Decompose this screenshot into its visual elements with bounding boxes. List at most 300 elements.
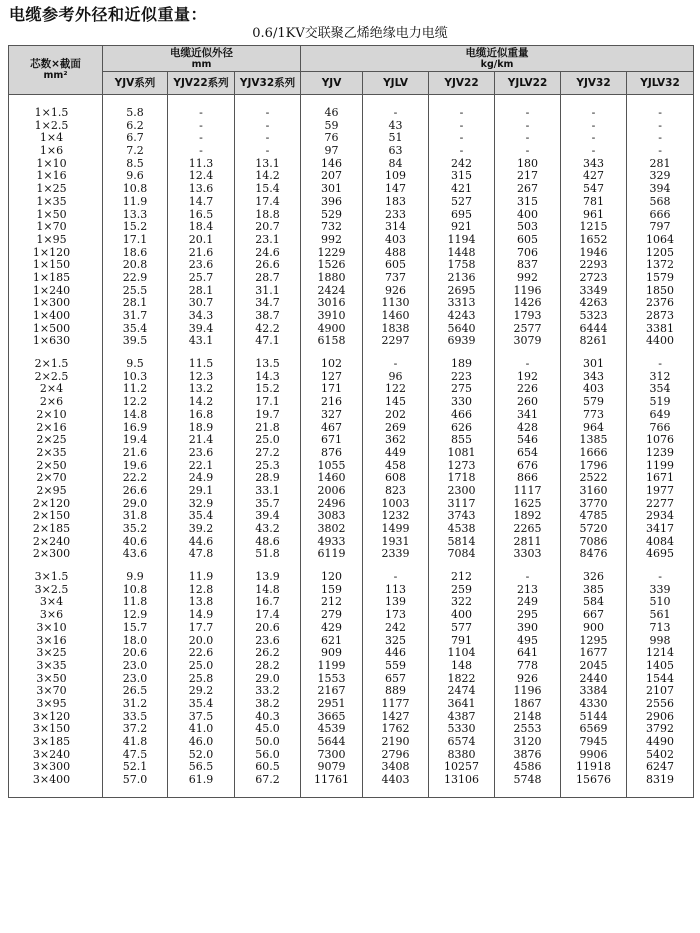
value-cell: 3384 bbox=[561, 685, 627, 698]
value-cell: 259 bbox=[429, 584, 495, 597]
value-cell: 519 bbox=[627, 396, 694, 409]
table-row bbox=[9, 132, 694, 145]
value-cell: 52.1 bbox=[103, 761, 168, 774]
value-cell: - bbox=[561, 145, 627, 158]
cable-size-cell: 1×4 bbox=[9, 132, 103, 145]
value-cell: 38.7 bbox=[235, 310, 301, 323]
value-cell: 43.1 bbox=[168, 335, 235, 348]
cable-size-cell: 2×1.5 bbox=[9, 358, 103, 371]
value-cell: 59 bbox=[301, 120, 363, 133]
value-cell: - bbox=[627, 571, 694, 584]
value-cell: 84 bbox=[363, 158, 429, 171]
table-row bbox=[9, 774, 694, 787]
cable-size-cell: 2×70 bbox=[9, 472, 103, 485]
value-cell: 20.1 bbox=[168, 234, 235, 247]
value-cell: 23.6 bbox=[168, 447, 235, 460]
value-cell: 23.0 bbox=[103, 673, 168, 686]
value-cell: 18.0 bbox=[103, 635, 168, 648]
value-cell: - bbox=[495, 571, 561, 584]
value-cell: 3083 bbox=[301, 510, 363, 523]
value-cell: 6444 bbox=[561, 323, 627, 336]
value-cell: 3160 bbox=[561, 485, 627, 498]
value-cell: 527 bbox=[429, 196, 495, 209]
cable-size-cell: 2×2.5 bbox=[9, 371, 103, 384]
value-cell: 4243 bbox=[429, 310, 495, 323]
value-cell: 34.7 bbox=[235, 297, 301, 310]
value-cell: 45.0 bbox=[235, 723, 301, 736]
cable-size-cell: 2×6 bbox=[9, 396, 103, 409]
value-cell: 223 bbox=[429, 371, 495, 384]
value-cell: 301 bbox=[301, 183, 363, 196]
value-cell: 1553 bbox=[301, 673, 363, 686]
value-cell: 23.6 bbox=[235, 635, 301, 648]
value-cell: 1796 bbox=[561, 460, 627, 473]
value-cell: 28.1 bbox=[103, 297, 168, 310]
value-cell: 385 bbox=[561, 584, 627, 597]
table-row bbox=[9, 571, 694, 584]
cable-size-cell: 2×150 bbox=[9, 510, 103, 523]
value-cell: 56.0 bbox=[235, 749, 301, 762]
value-cell: 120 bbox=[301, 571, 363, 584]
value-cell: 1867 bbox=[495, 698, 561, 711]
value-cell: 31.1 bbox=[235, 285, 301, 298]
value-cell: 14.7 bbox=[168, 196, 235, 209]
value-cell: 25.3 bbox=[235, 460, 301, 473]
value-cell: - bbox=[429, 145, 495, 158]
value-cell: - bbox=[561, 132, 627, 145]
value-cell: 148 bbox=[429, 660, 495, 673]
value-cell: 2556 bbox=[627, 698, 694, 711]
value-cell: 35.7 bbox=[235, 498, 301, 511]
value-cell: 97 bbox=[301, 145, 363, 158]
value-cell: 1718 bbox=[429, 472, 495, 485]
value-cell: 855 bbox=[429, 434, 495, 447]
table-header bbox=[9, 46, 694, 95]
table-row bbox=[9, 523, 694, 536]
value-cell: 2906 bbox=[627, 711, 694, 724]
value-cell: 403 bbox=[363, 234, 429, 247]
value-cell: 695 bbox=[429, 209, 495, 222]
cable-size-cell: 1×150 bbox=[9, 259, 103, 272]
col-header-yjv32: YJV32 bbox=[561, 72, 627, 95]
value-cell: 29.0 bbox=[235, 673, 301, 686]
value-cell: 15676 bbox=[561, 774, 627, 787]
value-cell: 3313 bbox=[429, 297, 495, 310]
value-cell: 1822 bbox=[429, 673, 495, 686]
value-cell: 46 bbox=[301, 107, 363, 120]
value-cell: 35.4 bbox=[103, 323, 168, 336]
cable-size-cell: 3×4 bbox=[9, 596, 103, 609]
value-cell: 27.2 bbox=[235, 447, 301, 460]
value-cell: 51 bbox=[363, 132, 429, 145]
table-body bbox=[9, 95, 694, 798]
value-cell: - bbox=[627, 358, 694, 371]
value-cell: 1081 bbox=[429, 447, 495, 460]
value-cell: 19.4 bbox=[103, 434, 168, 447]
value-cell: 921 bbox=[429, 221, 495, 234]
value-cell: 12.4 bbox=[168, 170, 235, 183]
value-cell: 1892 bbox=[495, 510, 561, 523]
value-cell: 29.0 bbox=[103, 498, 168, 511]
value-cell: 13.5 bbox=[235, 358, 301, 371]
value-cell: 1372 bbox=[627, 259, 694, 272]
value-cell: 3665 bbox=[301, 711, 363, 724]
value-cell: 40.3 bbox=[235, 711, 301, 724]
value-cell: 96 bbox=[363, 371, 429, 384]
value-cell: 4263 bbox=[561, 297, 627, 310]
value-cell: 3120 bbox=[495, 736, 561, 749]
value-cell: 269 bbox=[363, 422, 429, 435]
value-cell: 28.1 bbox=[168, 285, 235, 298]
value-cell: 20.7 bbox=[235, 221, 301, 234]
value-cell: 429 bbox=[301, 622, 363, 635]
value-cell: 889 bbox=[363, 685, 429, 698]
value-cell: 31.8 bbox=[103, 510, 168, 523]
value-cell: 3079 bbox=[495, 335, 561, 348]
cable-size-cell: 3×25 bbox=[9, 647, 103, 660]
value-cell: 14.9 bbox=[168, 609, 235, 622]
value-cell: 18.4 bbox=[168, 221, 235, 234]
value-cell: 2339 bbox=[363, 548, 429, 561]
table-row bbox=[9, 358, 694, 371]
value-cell: 32.9 bbox=[168, 498, 235, 511]
value-cell: - bbox=[168, 120, 235, 133]
col-header-yjlv22: YJLV22 bbox=[495, 72, 561, 95]
value-cell: 207 bbox=[301, 170, 363, 183]
value-cell: 24.6 bbox=[235, 247, 301, 260]
value-cell: 2440 bbox=[561, 673, 627, 686]
value-cell: 6119 bbox=[301, 548, 363, 561]
value-cell: 2277 bbox=[627, 498, 694, 511]
value-cell: 6.7 bbox=[103, 132, 168, 145]
value-cell: 18.9 bbox=[168, 422, 235, 435]
value-cell: 33.1 bbox=[235, 485, 301, 498]
value-cell: 5144 bbox=[561, 711, 627, 724]
value-cell: 866 bbox=[495, 472, 561, 485]
value-cell: 180 bbox=[495, 158, 561, 171]
value-cell: 4538 bbox=[429, 523, 495, 536]
value-cell: 4403 bbox=[363, 774, 429, 787]
cable-size-cell: 1×10 bbox=[9, 158, 103, 171]
value-cell: 33.2 bbox=[235, 685, 301, 698]
value-cell: 641 bbox=[495, 647, 561, 660]
value-cell: 11918 bbox=[561, 761, 627, 774]
table-row bbox=[9, 234, 694, 247]
value-cell: 52.0 bbox=[168, 749, 235, 762]
value-cell: 2376 bbox=[627, 297, 694, 310]
value-cell: 39.2 bbox=[168, 523, 235, 536]
value-cell: 37.5 bbox=[168, 711, 235, 724]
value-cell: 145 bbox=[363, 396, 429, 409]
value-cell: 354 bbox=[627, 383, 694, 396]
value-cell: 1677 bbox=[561, 647, 627, 660]
value-cell: 584 bbox=[561, 596, 627, 609]
value-cell: 212 bbox=[429, 571, 495, 584]
value-cell: 24.9 bbox=[168, 472, 235, 485]
value-cell: - bbox=[235, 120, 301, 133]
value-cell: 428 bbox=[495, 422, 561, 435]
value-cell: 626 bbox=[429, 422, 495, 435]
value-cell: 1838 bbox=[363, 323, 429, 336]
value-cell: 2300 bbox=[429, 485, 495, 498]
value-cell: 326 bbox=[561, 571, 627, 584]
value-cell: 29.1 bbox=[168, 485, 235, 498]
value-cell: 242 bbox=[363, 622, 429, 635]
value-cell: 37.2 bbox=[103, 723, 168, 736]
value-cell: 56.5 bbox=[168, 761, 235, 774]
value-cell: 3016 bbox=[301, 297, 363, 310]
cable-size-cell: 1×1.5 bbox=[9, 107, 103, 120]
value-cell: 315 bbox=[429, 170, 495, 183]
value-cell: - bbox=[429, 107, 495, 120]
value-cell: 1625 bbox=[495, 498, 561, 511]
cable-size-cell: 2×25 bbox=[9, 434, 103, 447]
value-cell: 9906 bbox=[561, 749, 627, 762]
value-cell: 2293 bbox=[561, 259, 627, 272]
value-cell: 26.6 bbox=[235, 259, 301, 272]
value-cell: 28.2 bbox=[235, 660, 301, 673]
cable-size-cell: 2×50 bbox=[9, 460, 103, 473]
cable-size-cell: 1×35 bbox=[9, 196, 103, 209]
value-cell: 1499 bbox=[363, 523, 429, 536]
cable-size-cell: 3×70 bbox=[9, 685, 103, 698]
value-cell: 33.5 bbox=[103, 711, 168, 724]
value-cell: 14.8 bbox=[103, 409, 168, 422]
value-cell: 998 bbox=[627, 635, 694, 648]
value-cell: 4387 bbox=[429, 711, 495, 724]
value-cell: 249 bbox=[495, 596, 561, 609]
value-cell: - bbox=[429, 132, 495, 145]
table-row bbox=[9, 647, 694, 660]
table-row bbox=[9, 335, 694, 348]
value-cell: 1880 bbox=[301, 272, 363, 285]
value-cell: 11.8 bbox=[103, 596, 168, 609]
value-cell: 1215 bbox=[561, 221, 627, 234]
value-cell: 13.1 bbox=[235, 158, 301, 171]
value-cell: 23.0 bbox=[103, 660, 168, 673]
cable-size-cell: 3×2.5 bbox=[9, 584, 103, 597]
value-cell: 11761 bbox=[301, 774, 363, 787]
value-cell: 122 bbox=[363, 383, 429, 396]
value-cell: - bbox=[168, 145, 235, 158]
value-cell: 146 bbox=[301, 158, 363, 171]
value-cell: 671 bbox=[301, 434, 363, 447]
value-cell: 4933 bbox=[301, 536, 363, 549]
col-header-yjlv: YJLV bbox=[363, 72, 429, 95]
cable-size-cell: 2×185 bbox=[9, 523, 103, 536]
value-cell: 30.7 bbox=[168, 297, 235, 310]
outer-diameter-group-header bbox=[103, 46, 301, 72]
core-section-unit: mm² bbox=[43, 70, 68, 81]
value-cell: 667 bbox=[561, 609, 627, 622]
value-cell: 706 bbox=[495, 247, 561, 260]
value-cell: 1427 bbox=[363, 711, 429, 724]
value-cell: 9.6 bbox=[103, 170, 168, 183]
value-cell: 5814 bbox=[429, 536, 495, 549]
value-cell: - bbox=[627, 145, 694, 158]
value-cell: 503 bbox=[495, 221, 561, 234]
value-cell: 42.2 bbox=[235, 323, 301, 336]
value-cell: 25.7 bbox=[168, 272, 235, 285]
value-cell: 605 bbox=[495, 234, 561, 247]
value-cell: 2873 bbox=[627, 310, 694, 323]
value-cell: 16.8 bbox=[168, 409, 235, 422]
value-cell: 12.3 bbox=[168, 371, 235, 384]
cable-size-cell: 3×10 bbox=[9, 622, 103, 635]
value-cell: 577 bbox=[429, 622, 495, 635]
value-cell: 2796 bbox=[363, 749, 429, 762]
value-cell: 2006 bbox=[301, 485, 363, 498]
value-cell: 19.6 bbox=[103, 460, 168, 473]
value-cell: 18.6 bbox=[103, 247, 168, 260]
value-cell: 9.5 bbox=[103, 358, 168, 371]
value-cell: 8476 bbox=[561, 548, 627, 561]
value-cell: - bbox=[561, 107, 627, 120]
value-cell: 147 bbox=[363, 183, 429, 196]
value-cell: 28.7 bbox=[235, 272, 301, 285]
table-row bbox=[9, 396, 694, 409]
value-cell: 329 bbox=[627, 170, 694, 183]
value-cell: 25.5 bbox=[103, 285, 168, 298]
value-cell: 900 bbox=[561, 622, 627, 635]
cable-size-cell: 2×10 bbox=[9, 409, 103, 422]
value-cell: 8380 bbox=[429, 749, 495, 762]
value-cell: 2297 bbox=[363, 335, 429, 348]
table-row bbox=[9, 120, 694, 133]
value-cell: 992 bbox=[301, 234, 363, 247]
value-cell: 14.3 bbox=[235, 371, 301, 384]
table-row bbox=[9, 622, 694, 635]
table-row bbox=[9, 736, 694, 749]
value-cell: 43.6 bbox=[103, 548, 168, 561]
value-cell: 339 bbox=[627, 584, 694, 597]
cable-size-cell: 1×120 bbox=[9, 247, 103, 260]
value-cell: 202 bbox=[363, 409, 429, 422]
value-cell: 713 bbox=[627, 622, 694, 635]
value-cell: 47.1 bbox=[235, 335, 301, 348]
value-cell: 12.9 bbox=[103, 609, 168, 622]
weight-unit: kg/km bbox=[480, 58, 514, 70]
value-cell: 6569 bbox=[561, 723, 627, 736]
value-cell: 579 bbox=[561, 396, 627, 409]
table-row bbox=[9, 698, 694, 711]
value-cell: 876 bbox=[301, 447, 363, 460]
col-header-yjlv32: YJLV32 bbox=[627, 72, 694, 95]
value-cell: 13.8 bbox=[168, 596, 235, 609]
value-cell: 7086 bbox=[561, 536, 627, 549]
col-header-yjv22: YJV22 bbox=[429, 72, 495, 95]
value-cell: 4586 bbox=[495, 761, 561, 774]
value-cell: 1076 bbox=[627, 434, 694, 447]
value-cell: 212 bbox=[301, 596, 363, 609]
value-cell: 173 bbox=[363, 609, 429, 622]
value-cell: 5.8 bbox=[103, 107, 168, 120]
value-cell: 29.2 bbox=[168, 685, 235, 698]
value-cell: 279 bbox=[301, 609, 363, 622]
value-cell: 13.2 bbox=[168, 383, 235, 396]
value-cell: 5323 bbox=[561, 310, 627, 323]
value-cell: 60.5 bbox=[235, 761, 301, 774]
value-cell: 2577 bbox=[495, 323, 561, 336]
value-cell: 51.8 bbox=[235, 548, 301, 561]
value-cell: 13.3 bbox=[103, 209, 168, 222]
value-cell: 1177 bbox=[363, 698, 429, 711]
value-cell: 605 bbox=[363, 259, 429, 272]
cable-size-cell: 3×1.5 bbox=[9, 571, 103, 584]
value-cell: 5748 bbox=[495, 774, 561, 787]
value-cell: 109 bbox=[363, 170, 429, 183]
value-cell: - bbox=[363, 571, 429, 584]
value-cell: 1652 bbox=[561, 234, 627, 247]
cable-size-cell: 3×16 bbox=[9, 635, 103, 648]
value-cell: 778 bbox=[495, 660, 561, 673]
value-cell: 57.0 bbox=[103, 774, 168, 787]
cable-size-cell: 3×300 bbox=[9, 761, 103, 774]
value-cell: 1460 bbox=[301, 472, 363, 485]
table-row bbox=[9, 660, 694, 673]
value-cell: 47.5 bbox=[103, 749, 168, 762]
value-cell: 1544 bbox=[627, 673, 694, 686]
value-cell: 12.2 bbox=[103, 396, 168, 409]
value-cell: 41.0 bbox=[168, 723, 235, 736]
value-cell: 34.3 bbox=[168, 310, 235, 323]
value-cell: 2265 bbox=[495, 523, 561, 536]
cable-size-cell: 1×50 bbox=[9, 209, 103, 222]
value-cell: 1758 bbox=[429, 259, 495, 272]
value-cell: 4539 bbox=[301, 723, 363, 736]
value-cell: 16.9 bbox=[103, 422, 168, 435]
value-cell: 427 bbox=[561, 170, 627, 183]
value-cell: 797 bbox=[627, 221, 694, 234]
value-cell: 26.5 bbox=[103, 685, 168, 698]
value-cell: 6939 bbox=[429, 335, 495, 348]
value-cell: 21.8 bbox=[235, 422, 301, 435]
value-cell: 3802 bbox=[301, 523, 363, 536]
value-cell: 8.5 bbox=[103, 158, 168, 171]
value-cell: 654 bbox=[495, 447, 561, 460]
cable-spec-table bbox=[8, 45, 694, 798]
value-cell: 17.1 bbox=[235, 396, 301, 409]
value-cell: 1064 bbox=[627, 234, 694, 247]
table-row bbox=[9, 434, 694, 447]
value-cell: 676 bbox=[495, 460, 561, 473]
cable-size-cell: 1×500 bbox=[9, 323, 103, 336]
table-row bbox=[9, 447, 694, 460]
value-cell: 2136 bbox=[429, 272, 495, 285]
value-cell: 2522 bbox=[561, 472, 627, 485]
value-cell: 12.8 bbox=[168, 584, 235, 597]
value-cell: 312 bbox=[627, 371, 694, 384]
value-cell: 50.0 bbox=[235, 736, 301, 749]
value-cell: 2951 bbox=[301, 698, 363, 711]
value-cell: 23.1 bbox=[235, 234, 301, 247]
value-cell: 2424 bbox=[301, 285, 363, 298]
value-cell: 2190 bbox=[363, 736, 429, 749]
value-cell: 649 bbox=[627, 409, 694, 422]
value-cell: 20.6 bbox=[103, 647, 168, 660]
value-cell: 964 bbox=[561, 422, 627, 435]
value-cell: 2723 bbox=[561, 272, 627, 285]
value-cell: 26.6 bbox=[103, 485, 168, 498]
table-row bbox=[9, 485, 694, 498]
value-cell: 961 bbox=[561, 209, 627, 222]
value-cell: 400 bbox=[429, 609, 495, 622]
value-cell: 76 bbox=[301, 132, 363, 145]
value-cell: 4400 bbox=[627, 335, 694, 348]
value-cell: 242 bbox=[429, 158, 495, 171]
value-cell: 1055 bbox=[301, 460, 363, 473]
value-cell: 3876 bbox=[495, 749, 561, 762]
